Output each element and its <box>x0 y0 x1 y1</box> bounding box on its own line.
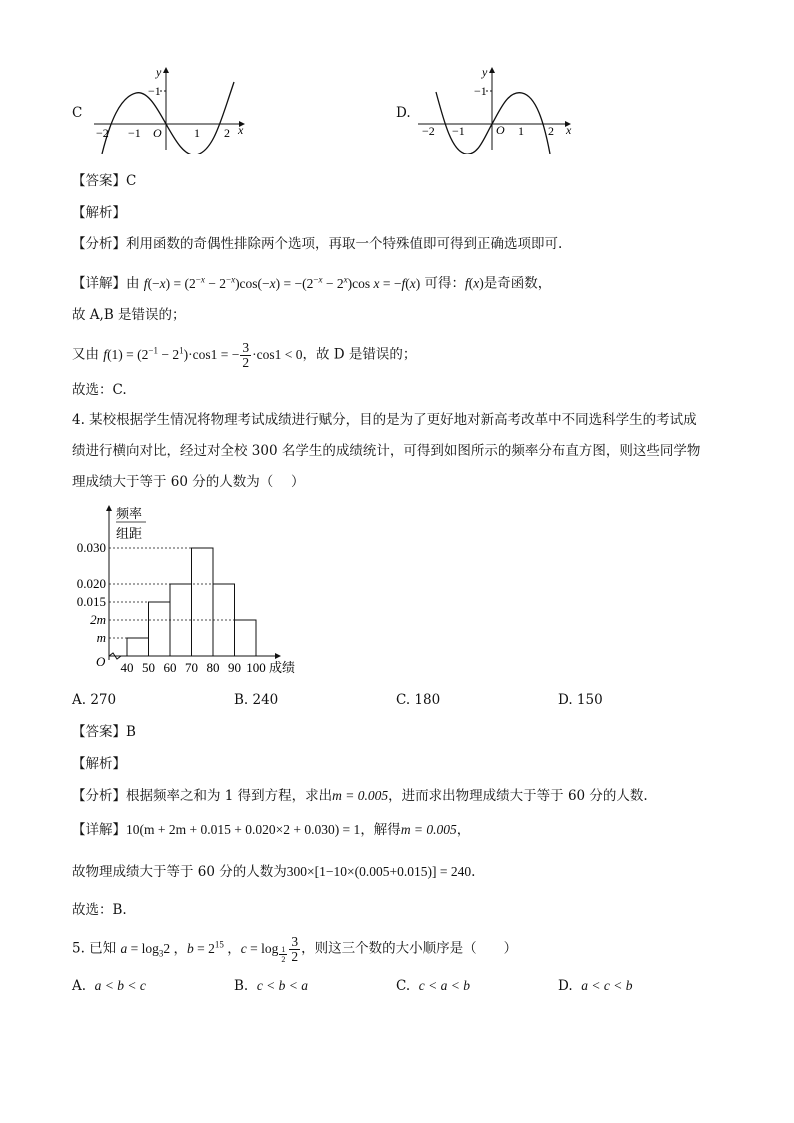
frequency-histogram <box>70 500 310 680</box>
hist-x-tick: 70 <box>185 660 198 675</box>
q3-fenxi: 【分析】利用函数的奇偶性排除两个选项，再取一个特殊值即可得到正确选项即可. <box>72 236 563 252</box>
hist-x-tick: 50 <box>142 660 155 675</box>
q4-option-a[interactable]: A. 270 <box>72 692 117 708</box>
q5-option-d[interactable]: D. a < c < b <box>558 978 633 994</box>
q5-option-b[interactable]: B. c < b < a <box>234 978 309 994</box>
q4-stem-2: 绩进行横向对比，经过对全校 300 名学生的成绩统计，可得到如图所示的频率分布直方图，则这些同学物 <box>72 443 701 459</box>
c-x-label: x <box>238 123 244 137</box>
hist-y-tick: 0.020 <box>76 576 106 591</box>
d-tick-x: 2 <box>548 124 554 138</box>
hist-x-tick: 90 <box>228 660 241 675</box>
q3-answer: 【答案】C <box>72 173 137 189</box>
option-c-label: C <box>72 105 83 121</box>
c-tick-x: 2 <box>224 126 230 140</box>
q3-choose: 故选：C. <box>72 382 127 398</box>
c-curve <box>102 82 234 154</box>
q3-parity-formula: $f(-x) = (2^{-x} - 2^{-x})\cos(-x) = -(2^{-x} - 2^x)\cos$ x = −f(x) <box>143 274 421 291</box>
hist-bar-50-60 <box>149 602 171 656</box>
q3-xiangjie: 【详解】由 $f(-x) = (2^{-x} - 2^{-x})\cos(-x) = -(2^{-x} - 2^x)\cos$ x = −f(x) 可得：f(x)是奇函数， <box>72 274 552 292</box>
hist-bar-90-100 <box>235 620 257 656</box>
hist-x-tick: 60 <box>163 660 177 675</box>
c-tick-x: 1 <box>194 126 200 140</box>
d-tick-neg1-y: −1 <box>474 84 487 98</box>
q4-xiangjie: 【详解】10(m + 2m + 0.015 + 0.020×2 + 0.030) = 1，解得m = 0.005， <box>72 822 471 838</box>
c-origin: O <box>153 126 162 140</box>
d-curve <box>436 92 550 154</box>
hist-y-tick: m <box>96 630 106 645</box>
option-d-graph <box>410 62 580 154</box>
q4-jiexi: 【解析】 <box>72 756 126 772</box>
q5-option-a[interactable]: A. a < b < c <box>72 978 146 994</box>
option-c-graph <box>86 62 256 154</box>
c-y-label: y <box>156 65 162 79</box>
q3-line-ab: 故 A,B 是错误的； <box>72 307 186 323</box>
hist-y-tick: 0.030 <box>76 540 106 555</box>
hist-ylabel-top: 频率 <box>116 506 143 521</box>
q4-option-b[interactable]: B. 240 <box>234 692 279 708</box>
hist-x-tick: 100 <box>246 660 266 675</box>
q4-stem-3: 理成绩大于等于 60 分的人数为（ ） <box>72 474 305 490</box>
d-x-label: x <box>566 123 572 137</box>
hist-y-tick: 0.015 <box>76 594 106 609</box>
q4-option-c[interactable]: C. 180 <box>396 692 441 708</box>
hist-xlabel: 成绩 <box>269 660 296 675</box>
d-y-label: y <box>482 65 488 79</box>
hist-origin: O <box>96 654 106 669</box>
q3-line-d: 又由 $f(1) = (2^{-1} - 2^1)\cdot\cos 1$ = − $\frac{3}{2}$ ·cos1 < 0，故 D 是错误的； <box>72 339 417 370</box>
q4-answer: 【答案】B <box>72 724 136 740</box>
q5-values: $a = \log_32$ ，$b = 2^{15}$ ，c = log $_{\frac{1}{2}}$ $\frac{3}{2}$ <box>120 933 299 964</box>
d-tick-x: 1 <box>518 124 524 138</box>
hist-bar-80-90 <box>213 584 235 656</box>
hist-y-tick: 2m <box>90 612 106 627</box>
option-d-label: D. <box>396 105 411 121</box>
q4-fenxi: 【分析】根据频率之和为 1 得到方程，求出m = 0.005，进而求出物理成绩大于等于 60 分的人数. <box>72 788 648 804</box>
q5-option-c[interactable]: C. c < a < b <box>396 978 470 994</box>
c-tick-x: −2 <box>96 126 109 140</box>
d-tick-x: −1 <box>452 124 465 138</box>
q5-stem: 5. 已知 $a = \log_32$ ，$b = 2^{15}$ ，c = log $_{\frac{1}{2}}$ $\frac{3}{2}$ ，则这三个数的大小顺序是（ ） <box>72 933 518 964</box>
hist-bar-40-50 <box>127 638 149 656</box>
hist-x-tick: 40 <box>120 660 134 675</box>
hist-x-tick: 80 <box>206 660 220 675</box>
c-tick-x: −1 <box>128 126 141 140</box>
q4-choose: 故选：B. <box>72 902 127 918</box>
c-tick-neg1-y: −1 <box>148 84 161 98</box>
d-origin: O <box>496 123 505 137</box>
q3-f1-formula: $f(1) = (2^{-1} - 2^1)\cdot\cos 1$ = − $\frac{3}{2}$ ·cos1 < 0 <box>103 339 303 370</box>
q4-result: 故物理成绩大于等于 60 分的人数为300×[1−10×(0.005+0.015)] = 240. <box>72 864 476 880</box>
q4-stem-1: 4. 某校根据学生情况将物理考试成绩进行赋分，目的是为了更好地对新高考改革中不同选科学生的考试成 <box>72 412 697 428</box>
q3-jiexi: 【解析】 <box>72 205 126 221</box>
hist-ylabel-bottom: 组距 <box>116 526 143 541</box>
d-tick-x: −2 <box>422 124 435 138</box>
hist-bar-70-80 <box>192 548 214 656</box>
q4-option-d[interactable]: D. 150 <box>558 692 603 708</box>
